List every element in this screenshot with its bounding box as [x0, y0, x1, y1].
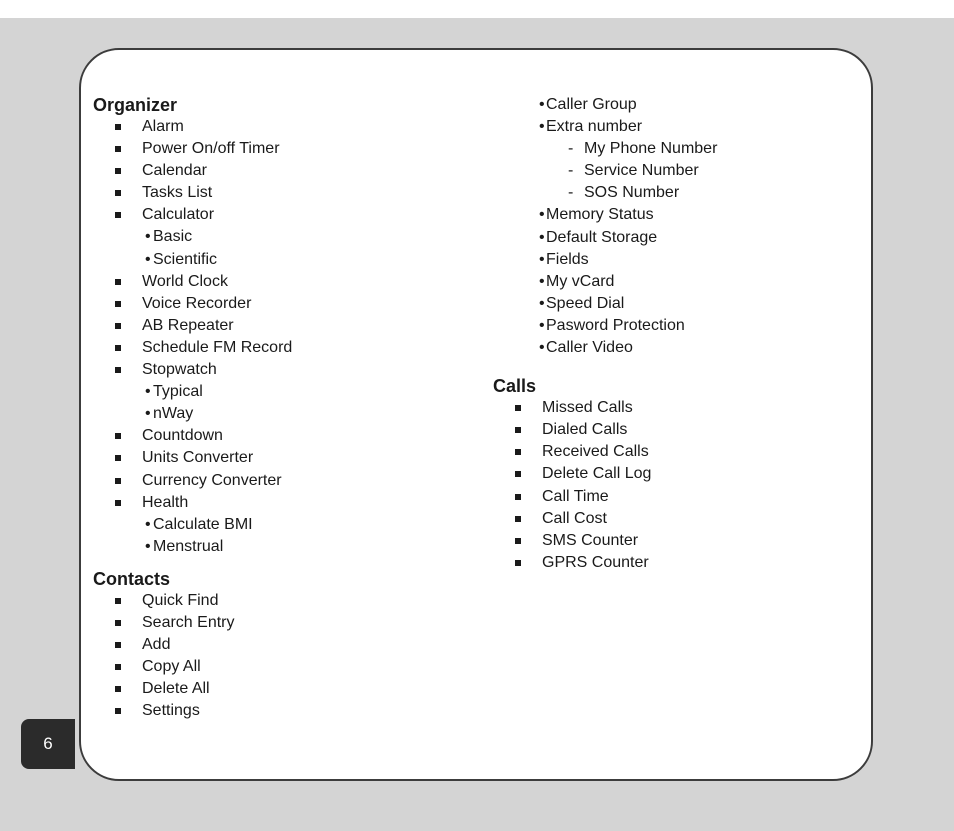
- list-item-label: Schedule FM Record: [142, 338, 293, 356]
- list-item: [93, 293, 252, 315]
- list-item-label: SOS Number: [584, 184, 680, 202]
- list-item-label: Calculate BMI: [153, 515, 253, 533]
- square-bullet-icon: [115, 367, 121, 373]
- square-bullet-icon: [515, 494, 521, 500]
- list-item-label: AB Repeater: [142, 316, 234, 334]
- list-item: [493, 227, 658, 249]
- page-number: 6: [21, 719, 75, 769]
- list-item-label: My Phone Number: [584, 140, 718, 158]
- list-item-label: My vCard: [546, 272, 615, 290]
- list-item-label: Call Cost: [542, 509, 607, 527]
- list-item-label: Call Time: [542, 487, 609, 505]
- square-bullet-icon: [115, 433, 121, 439]
- calls-heading: Calls: [493, 376, 537, 397]
- list-item-label: Currency Converter: [142, 471, 282, 489]
- list-item: [493, 271, 615, 293]
- list-item: [93, 403, 194, 425]
- contacts-heading: Contacts: [93, 568, 171, 589]
- square-bullet-icon: [115, 168, 121, 174]
- list-item: [93, 612, 235, 634]
- dot-bullet-icon: •: [539, 118, 545, 136]
- list-item-label: Missed Calls: [542, 399, 633, 417]
- list-item: [493, 441, 649, 463]
- list-item: [493, 337, 633, 359]
- square-bullet-icon: [115, 664, 121, 670]
- list-item-label: Typical: [153, 383, 203, 401]
- square-bullet-icon: [515, 449, 521, 455]
- list-item: [493, 463, 652, 485]
- list-item-label: GPRS Counter: [542, 553, 649, 571]
- square-bullet-icon: [115, 301, 121, 307]
- list-item-label: Service Number: [584, 162, 699, 180]
- organizer-heading: Organizer: [93, 95, 178, 115]
- dot-bullet-icon: •: [145, 383, 151, 401]
- square-bullet-icon: [115, 620, 121, 626]
- list-item: [493, 249, 589, 271]
- dot-bullet-icon: •: [145, 405, 151, 423]
- list-item-label: Alarm: [142, 118, 184, 135]
- list-item: [493, 486, 609, 508]
- square-bullet-icon: [115, 146, 121, 152]
- square-bullet-icon: [515, 427, 521, 433]
- list-item: [93, 226, 193, 248]
- list-item: [493, 160, 699, 182]
- list-item-label: Dialed Calls: [542, 421, 628, 439]
- settings-list: [493, 94, 718, 359]
- list-item-label: Settings: [142, 702, 200, 720]
- dot-bullet-icon: •: [539, 228, 545, 246]
- list-item: [93, 160, 207, 182]
- dot-bullet-icon: •: [539, 339, 545, 357]
- list-item-label: Health: [142, 493, 189, 511]
- list-item-label: Pasword Protection: [546, 316, 685, 334]
- list-item: [493, 315, 685, 337]
- square-bullet-icon: [115, 279, 121, 285]
- dash-bullet-icon: -: [568, 140, 574, 158]
- list-item-label: Menstrual: [153, 537, 224, 555]
- list-item: [93, 590, 219, 612]
- list-item: [93, 249, 218, 271]
- list-item: [93, 678, 210, 700]
- square-bullet-icon: [115, 500, 121, 506]
- list-item-label: Calendar: [142, 162, 207, 180]
- list-item-label: Tasks List: [142, 184, 213, 202]
- list-item-label: Add: [142, 636, 171, 654]
- list-item: [93, 536, 224, 558]
- list-item: [93, 447, 254, 469]
- list-item-label: Delete Call Log: [542, 465, 652, 483]
- list-item: [93, 359, 217, 381]
- list-item: [93, 315, 234, 337]
- organizer-list: [93, 116, 293, 558]
- list-item: [93, 634, 177, 656]
- list-item-label: Speed Dial: [546, 294, 625, 312]
- right-column: [493, 94, 718, 574]
- square-bullet-icon: [115, 708, 121, 714]
- contacts-list: [93, 590, 235, 723]
- square-bullet-icon: [115, 478, 121, 484]
- dot-bullet-icon: •: [145, 537, 151, 555]
- list-item-label: Stopwatch: [142, 361, 217, 379]
- dash-bullet-icon: -: [568, 184, 574, 202]
- dot-bullet-icon: •: [145, 228, 151, 246]
- square-bullet-icon: [515, 516, 521, 522]
- dot-bullet-icon: •: [539, 294, 545, 312]
- list-item: [493, 397, 633, 419]
- list-item: [93, 271, 228, 293]
- dot-bullet-icon: •: [539, 206, 545, 224]
- list-item-label: Scientific: [153, 250, 218, 268]
- list-item: [93, 204, 215, 226]
- dot-bullet-icon: •: [145, 515, 151, 533]
- list-item-label: Caller Group: [546, 96, 637, 113]
- list-item: [93, 470, 282, 492]
- list-item-label: Delete All: [142, 680, 210, 698]
- list-item: [93, 700, 200, 722]
- list-item-label: Units Converter: [142, 449, 254, 467]
- calls-list: [493, 397, 652, 574]
- list-item: [493, 552, 649, 574]
- dash-bullet-icon: -: [568, 162, 574, 180]
- square-bullet-icon: [515, 560, 521, 566]
- list-item-label: Copy All: [142, 658, 201, 676]
- list-item-label: Memory Status: [546, 206, 654, 224]
- list-item: [493, 94, 637, 116]
- square-bullet-icon: [115, 212, 121, 218]
- list-item-label: Extra number: [546, 118, 643, 136]
- list-item: [493, 182, 680, 204]
- list-item-label: nWay: [153, 405, 194, 423]
- square-bullet-icon: [115, 124, 121, 130]
- list-item: [93, 138, 280, 160]
- square-bullet-icon: [515, 405, 521, 411]
- list-item: [493, 508, 607, 530]
- list-item-label: Fields: [546, 250, 589, 268]
- list-item: [93, 337, 293, 359]
- list-item-label: Quick Find: [142, 591, 219, 609]
- list-item: [493, 419, 628, 441]
- list-item: [93, 116, 184, 138]
- list-item-label: Received Calls: [542, 443, 649, 461]
- square-bullet-icon: [115, 686, 121, 692]
- dot-bullet-icon: •: [539, 96, 545, 113]
- square-bullet-icon: [115, 190, 121, 196]
- list-item: [93, 425, 223, 447]
- list-item-label: Power On/off Timer: [142, 140, 280, 158]
- dot-bullet-icon: •: [539, 250, 545, 268]
- list-item: [93, 381, 203, 403]
- square-bullet-icon: [115, 598, 121, 604]
- square-bullet-icon: [115, 642, 121, 648]
- square-bullet-icon: [115, 323, 121, 329]
- list-item-label: Countdown: [142, 427, 223, 445]
- list-item-label: Calculator: [142, 206, 215, 224]
- list-item: [493, 116, 643, 138]
- list-item: [93, 656, 201, 678]
- dot-bullet-icon: •: [539, 272, 545, 290]
- list-item: [493, 204, 654, 226]
- square-bullet-icon: [515, 538, 521, 544]
- list-item: [493, 293, 625, 315]
- list-item-label: World Clock: [142, 272, 228, 290]
- dot-bullet-icon: •: [145, 250, 151, 268]
- list-item-label: Caller Video: [546, 339, 633, 357]
- square-bullet-icon: [515, 471, 521, 477]
- list-item-label: Default Storage: [546, 228, 658, 246]
- square-bullet-icon: [115, 455, 121, 461]
- list-item: [493, 138, 718, 160]
- list-item: [93, 514, 253, 536]
- list-item: [93, 492, 189, 514]
- list-item-label: Search Entry: [142, 613, 235, 631]
- dot-bullet-icon: •: [539, 316, 545, 334]
- list-item: [493, 530, 639, 552]
- square-bullet-icon: [115, 345, 121, 351]
- list-item-label: SMS Counter: [542, 531, 639, 549]
- list-item-label: Voice Recorder: [142, 294, 252, 312]
- list-item-label: Basic: [153, 228, 193, 246]
- left-column: [93, 94, 293, 722]
- list-item: [93, 182, 213, 204]
